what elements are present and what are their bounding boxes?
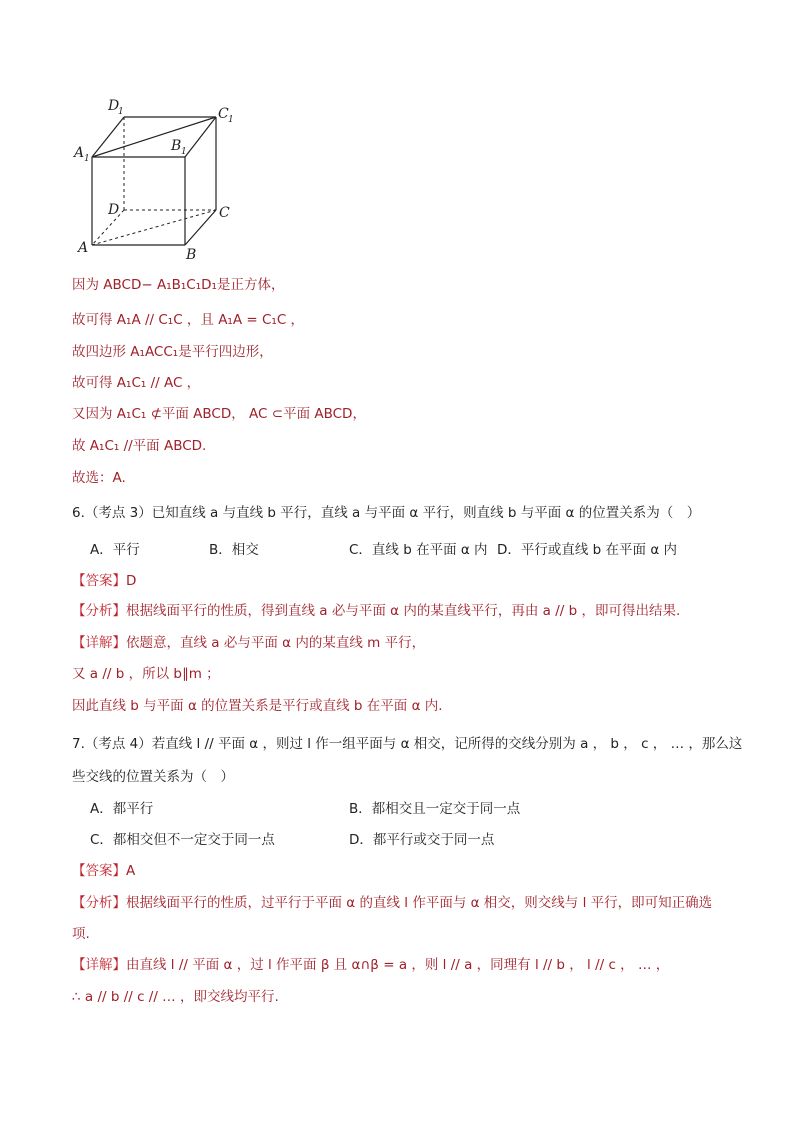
q7-detail-tag: 【详解】 <box>72 957 126 973</box>
label-a1-sub: 1 <box>84 154 90 164</box>
q7-analysis-1 <box>72 894 712 912</box>
q7-analysis-2: 项. <box>72 926 90 942</box>
q6-answer <box>72 572 136 590</box>
q6-answer-tag: 【答案】 <box>72 573 126 589</box>
q7-detail-text-1: 由直线 l // 平面 α ，过 l 作平面 β 且 α∩β = a ，则 l // a ，同理有 l // b ， l // c ， … ， <box>126 957 670 973</box>
q7-stem-1: 7.（考点 4）若直线 l // 平面 α ，则过 l 作一组平面与 α 相交，记所得的交线分别为 a ， b ， c ， … ，那么这 <box>72 736 743 752</box>
q5-line-1: 因为 ABCD− A₁B₁C₁D₁是正方体， <box>72 277 285 293</box>
q6-analysis-text: 根据线面平行的性质，得到直线 a 必与平面 α 内的某直线平行，再由 a // b ，即可得出结果. <box>126 603 681 619</box>
q7-option-d: D．都平行或交于同一点 <box>349 832 495 848</box>
q7-answer <box>72 862 135 880</box>
label-d1: D <box>108 98 120 114</box>
label-c1: C <box>218 106 229 122</box>
cube-figure <box>0 0 794 280</box>
label-a1: A <box>74 145 85 161</box>
q7-stem-2: 些交线的位置关系为（ ） <box>72 769 234 785</box>
label-c: C <box>219 205 230 221</box>
q6-analysis <box>72 602 680 620</box>
q7-detail-1 <box>72 956 669 974</box>
q6-stem: 6.（考点 3）已知直线 a 与直线 b 平行，直线 a 与平面 α 平行，则直线 b 与平面 α 的位置关系为（ ） <box>72 505 701 521</box>
q6-detail-2: 又 a // b ，所以 b∥m ； <box>72 666 220 682</box>
q7-option-b: B．都相交且一定交于同一点 <box>349 801 521 817</box>
q6-option-b: B．相交 <box>209 542 259 558</box>
q6-detail-tag: 【详解】 <box>72 635 126 651</box>
q6-option-d: D．平行或直线 b 在平面 α 内 <box>497 542 678 558</box>
q5-line-2: 故可得 A₁A // C₁C ，且 A₁A = C₁C ， <box>72 312 305 328</box>
q5-line-3: 故四边形 A₁ACC₁是平行四边形， <box>72 344 273 360</box>
label-b1-sub: 1 <box>181 147 187 157</box>
label-c1-sub: 1 <box>228 115 234 125</box>
q6-option-c: C．直线 b 在平面 α 内 <box>349 542 488 558</box>
q6-option-a: A．平行 <box>90 542 140 558</box>
label-b1: B <box>171 138 182 154</box>
q5-line-5: 又因为 A₁C₁ ⊄平面 ABCD， AC ⊂平面 ABCD， <box>72 406 366 422</box>
q6-answer-value: D <box>126 573 137 589</box>
q7-answer-tag: 【答案】 <box>72 863 126 879</box>
q6-detail-3: 因此直线 b 与平面 α 的位置关系是平行或直线 b 在平面 α 内. <box>72 698 443 714</box>
label-d: D <box>108 202 120 218</box>
q7-analysis-text-1: 根据线面平行的性质，过平行于平面 α 的直线 l 作平面与 α 相交，则交线与 l 平行，即可知正确选 <box>126 895 713 911</box>
q5-line-4: 故可得 A₁C₁ // AC ， <box>72 375 201 391</box>
q6-analysis-tag: 【分析】 <box>72 603 126 619</box>
q7-detail-2: ∴ a // b // c // … ，即交线均平行. <box>72 989 279 1005</box>
label-a: A <box>78 240 89 256</box>
q7-answer-value: A <box>126 863 136 879</box>
q5-line-7: 故选：A. <box>72 470 126 486</box>
q7-option-c: C．都相交但不一定交于同一点 <box>90 832 275 848</box>
label-d1-sub: 1 <box>118 107 124 117</box>
q6-detail-text-1: 依题意，直线 a 必与平面 α 内的某直线 m 平行， <box>126 635 426 651</box>
q7-option-a: A．都平行 <box>90 801 154 817</box>
q5-line-6: 故 A₁C₁ //平面 ABCD. <box>72 438 207 454</box>
label-b: B <box>186 247 197 263</box>
q7-analysis-tag: 【分析】 <box>72 895 126 911</box>
q6-detail-1 <box>72 634 425 652</box>
